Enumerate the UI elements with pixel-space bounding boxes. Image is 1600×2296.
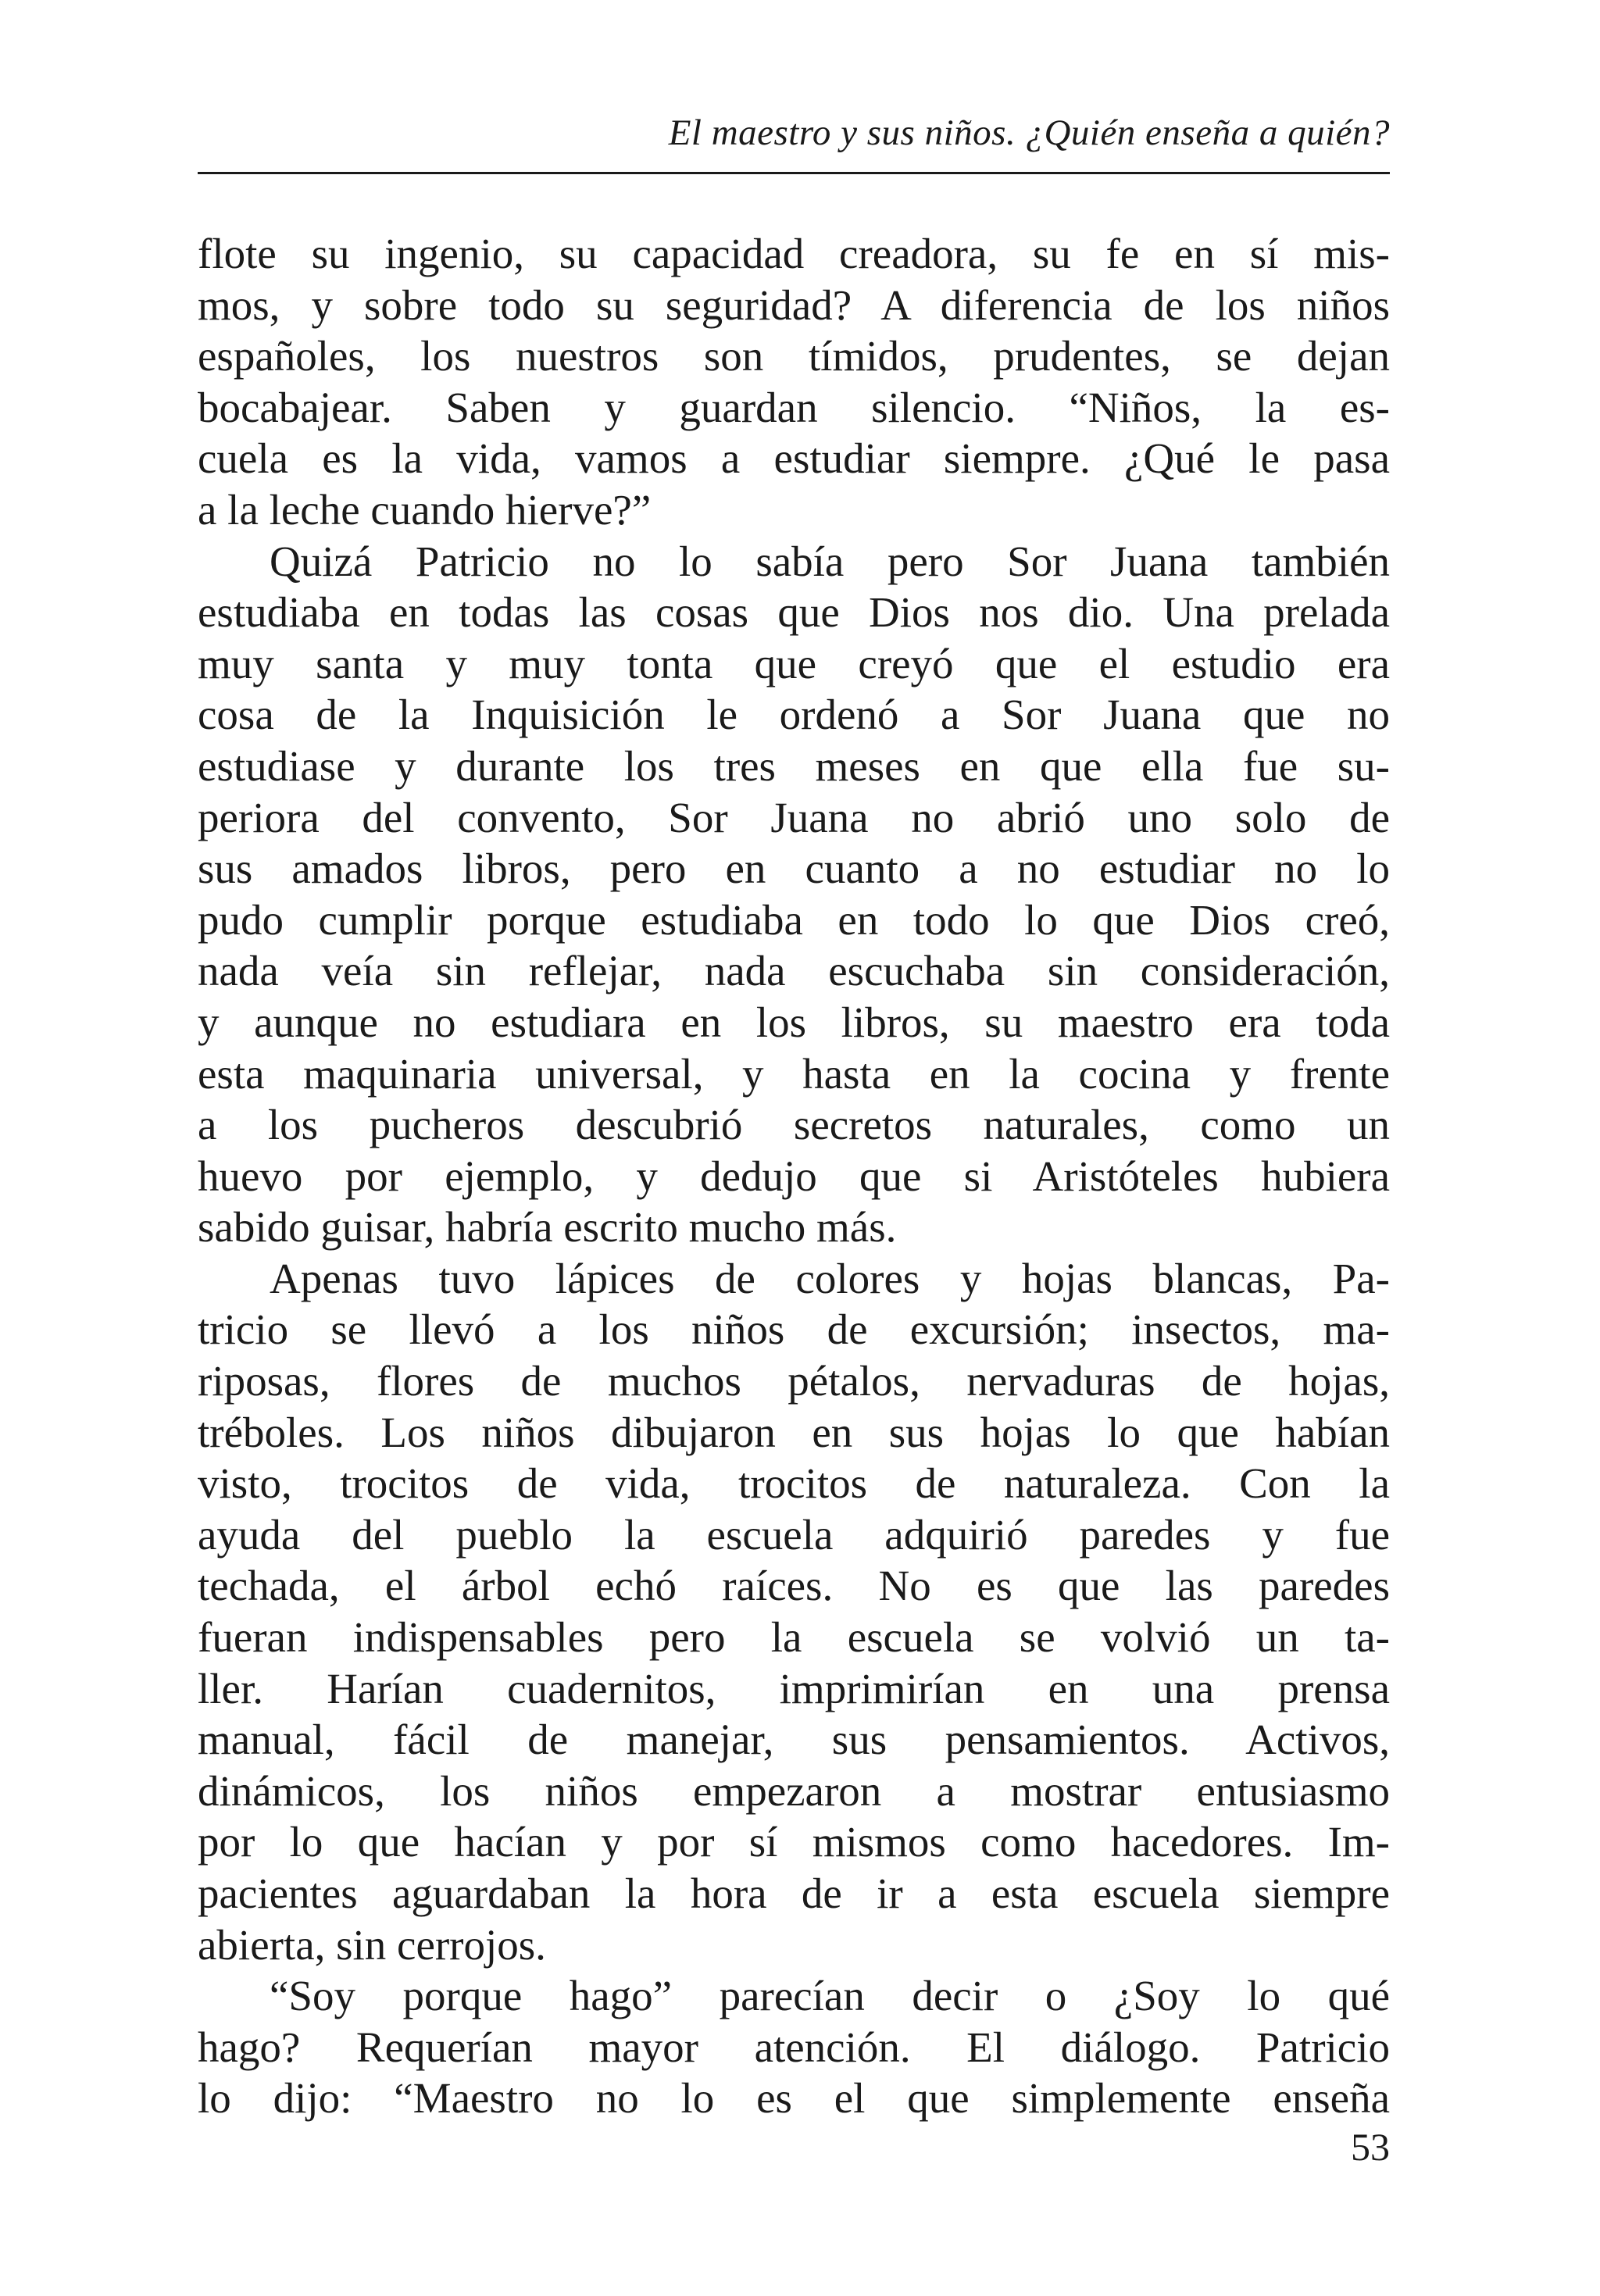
- text-line: abierta, sin cerrojos.: [198, 1920, 546, 1969]
- text-line: cosa de la Inquisición le ordenó a Sor Juana que no: [198, 691, 1390, 739]
- text-line: esta maquinaria universal, y hasta en la cocina y frente: [198, 1049, 1390, 1098]
- body-text: [198, 228, 1390, 2124]
- text-line: sus amados libros, pero en cuanto a no estudiar no lo: [198, 844, 1390, 893]
- text-line: lo dijo: “Maestro no lo es el que simplemente enseña: [198, 2074, 1390, 2123]
- text-line: dinámicos, los niños empezaron a mostrar entusiasmo: [198, 1766, 1390, 1815]
- text-line: huevo por ejemplo, y dedujo que si Aristóteles hubiera: [198, 1152, 1390, 1200]
- text-line: a los pucheros descubrió secretos naturales, como un: [198, 1101, 1390, 1149]
- text-line: estudiase y durante los tres meses en que ella fue su-: [198, 741, 1390, 790]
- text-line: sabido guisar, habría escrito mucho más.: [198, 1203, 897, 1252]
- text-line: pacientes aguardaban la hora de ir a esta escuela siempre: [198, 1869, 1390, 1917]
- text-line: a la leche cuando hierve?”: [198, 485, 652, 534]
- text-line: y aunque no estudiara en los libros, su maestro era toda: [198, 998, 1390, 1046]
- text-line: techada, el árbol echó raíces. No es que las paredes: [198, 1562, 1390, 1610]
- text-line: españoles, los nuestros son tímidos, prudentes, se dejan: [198, 332, 1390, 380]
- header-rule: [198, 172, 1390, 174]
- text-line: flote su ingenio, su capacidad creadora, su fe en sí mis-: [198, 230, 1390, 277]
- text-line: muy santa y muy tonta que creyó que el estudio era: [198, 639, 1390, 687]
- text-line: pudo cumplir porque estudiaba en todo lo que Dios creó,: [198, 895, 1390, 944]
- text-line: tréboles. Los niños dibujaron en sus hojas lo que habían: [198, 1408, 1390, 1456]
- text-line: Quizá Patricio no lo sabía pero Sor Juana también: [270, 537, 1390, 585]
- text-line: tricio se llevó a los niños de excursión; insectos, ma-: [198, 1305, 1390, 1354]
- text-line: hago? Requerían mayor atención. El diálogo. Patricio: [198, 2023, 1390, 2071]
- text-line: mos, y sobre todo su seguridad? A diferencia de los niños: [198, 280, 1390, 329]
- text-line: bocabajear. Saben y guardan silencio. “Niños, la es-: [198, 383, 1390, 431]
- page-number: 53: [1351, 2125, 1390, 2169]
- text-line: riposas, flores de muchos pétalos, nervaduras de hojas,: [198, 1357, 1390, 1405]
- text-line: “Soy porque hago” parecían decir o ¿Soy lo qué: [270, 1972, 1390, 2020]
- text-line: ayuda del pueblo la escuela adquirió paredes y fue: [198, 1510, 1390, 1559]
- text-line: por lo que hacían y por sí mismos como hacedores. Im-: [198, 1818, 1390, 1866]
- text-line: nada veía sin reflejar, nada escuchaba sin consideración,: [198, 947, 1390, 995]
- text-line: fueran indispensables pero la escuela se volvió un ta-: [198, 1613, 1390, 1662]
- text-line: ller. Harían cuadernitos, imprimirían en una prensa: [198, 1664, 1390, 1712]
- text-line: Apenas tuvo lápices de colores y hojas blancas, Pa-: [270, 1254, 1390, 1302]
- text-line: periora del convento, Sor Juana no abrió uno solo de: [198, 793, 1390, 841]
- text-line: cuela es la vida, vamos a estudiar siempre. ¿Qué le pasa: [198, 434, 1390, 483]
- text-line: visto, trocitos de vida, trocitos de naturaleza. Con la: [198, 1459, 1390, 1508]
- running-header: El maestro y sus niños. ¿Quién enseña a quién?: [668, 112, 1390, 153]
- text-line: manual, fácil de manejar, sus pensamientos. Activos,: [198, 1716, 1390, 1764]
- text-line: estudiaba en todas las cosas que Dios nos dio. Una prelada: [198, 588, 1390, 637]
